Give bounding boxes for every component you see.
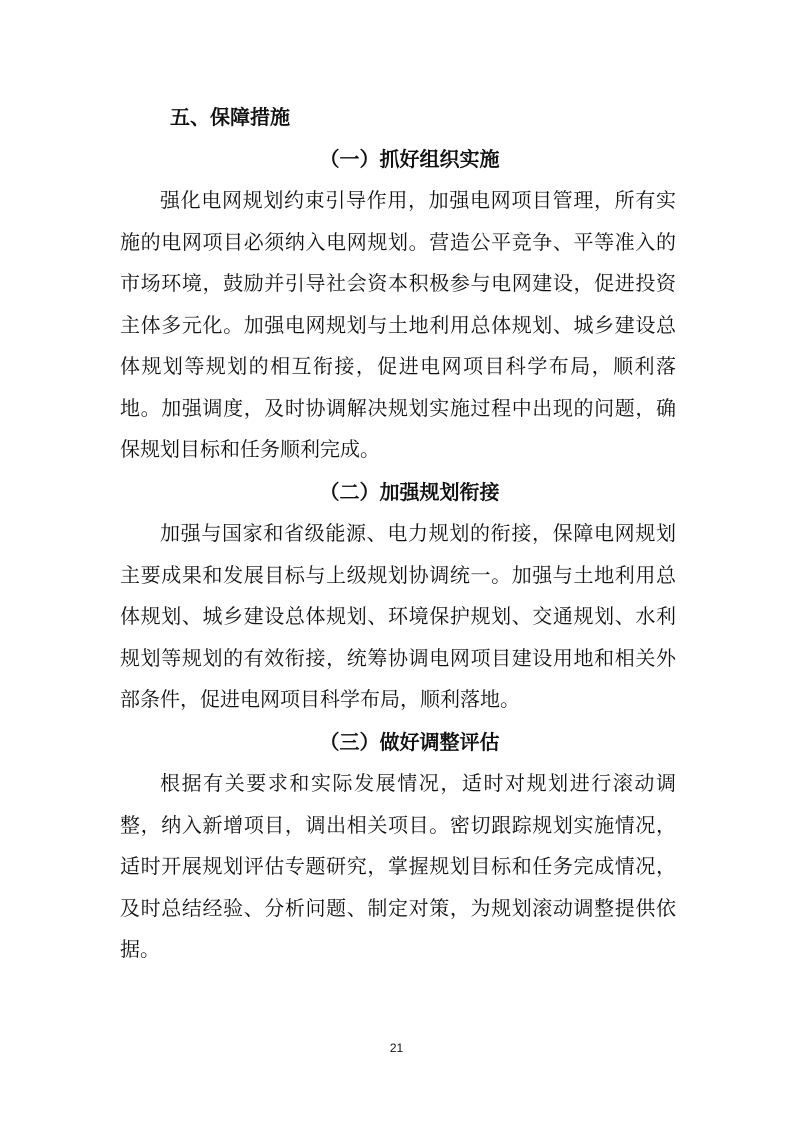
subsection-heading-evaluation: （三）做好调整评估	[319, 730, 500, 754]
paragraph-coordination: 加强与国家和省级能源、电力规划的衔接，保障电网规划主要成果和发展目标与上级规划协调统一。加强与土地利用总体规划、城乡建设总体规划、环境保护规划、交通规划、水利规划等规划的有效衔接，统筹协调电网项目建设用地和相关外部条件，促进电网项目科学布局，顺利落地。	[120, 521, 676, 711]
paragraph-organization: 强化电网规划约束引导作用，加强电网项目管理，所有实施的电网项目必须纳入电网规划。营造公平竞争、平等准入的市场环境，鼓励并引导社会资本积极参与电网建设，促进投资主体多元化。加强电网规划与土地利用总体规划、城乡建设总体规划等规划的相互衔接，促进电网项目科学布局，顺利落地。加强调度，及时协调解决规划实施过程中出现的问题，确保规划目标和任务顺利完成。	[120, 188, 676, 461]
paragraph-evaluation: 根据有关要求和实际发展情况，适时对规划进行滚动调整，纳入新增项目，调出相关项目。密切跟踪规划实施情况，适时开展规划评估专题研究，掌握规划目标和任务完成情况，及时总结经验、分析问题、制定对策，为规划滚动调整提供依据。	[120, 771, 676, 961]
section-heading: 五、保障措施	[170, 105, 290, 129]
subsection-heading-coordination: （二）加强规划衔接	[319, 480, 500, 504]
subsection-heading-organization: （一）抓好组织实施	[319, 147, 500, 171]
page-number: 21	[389, 1041, 404, 1055]
